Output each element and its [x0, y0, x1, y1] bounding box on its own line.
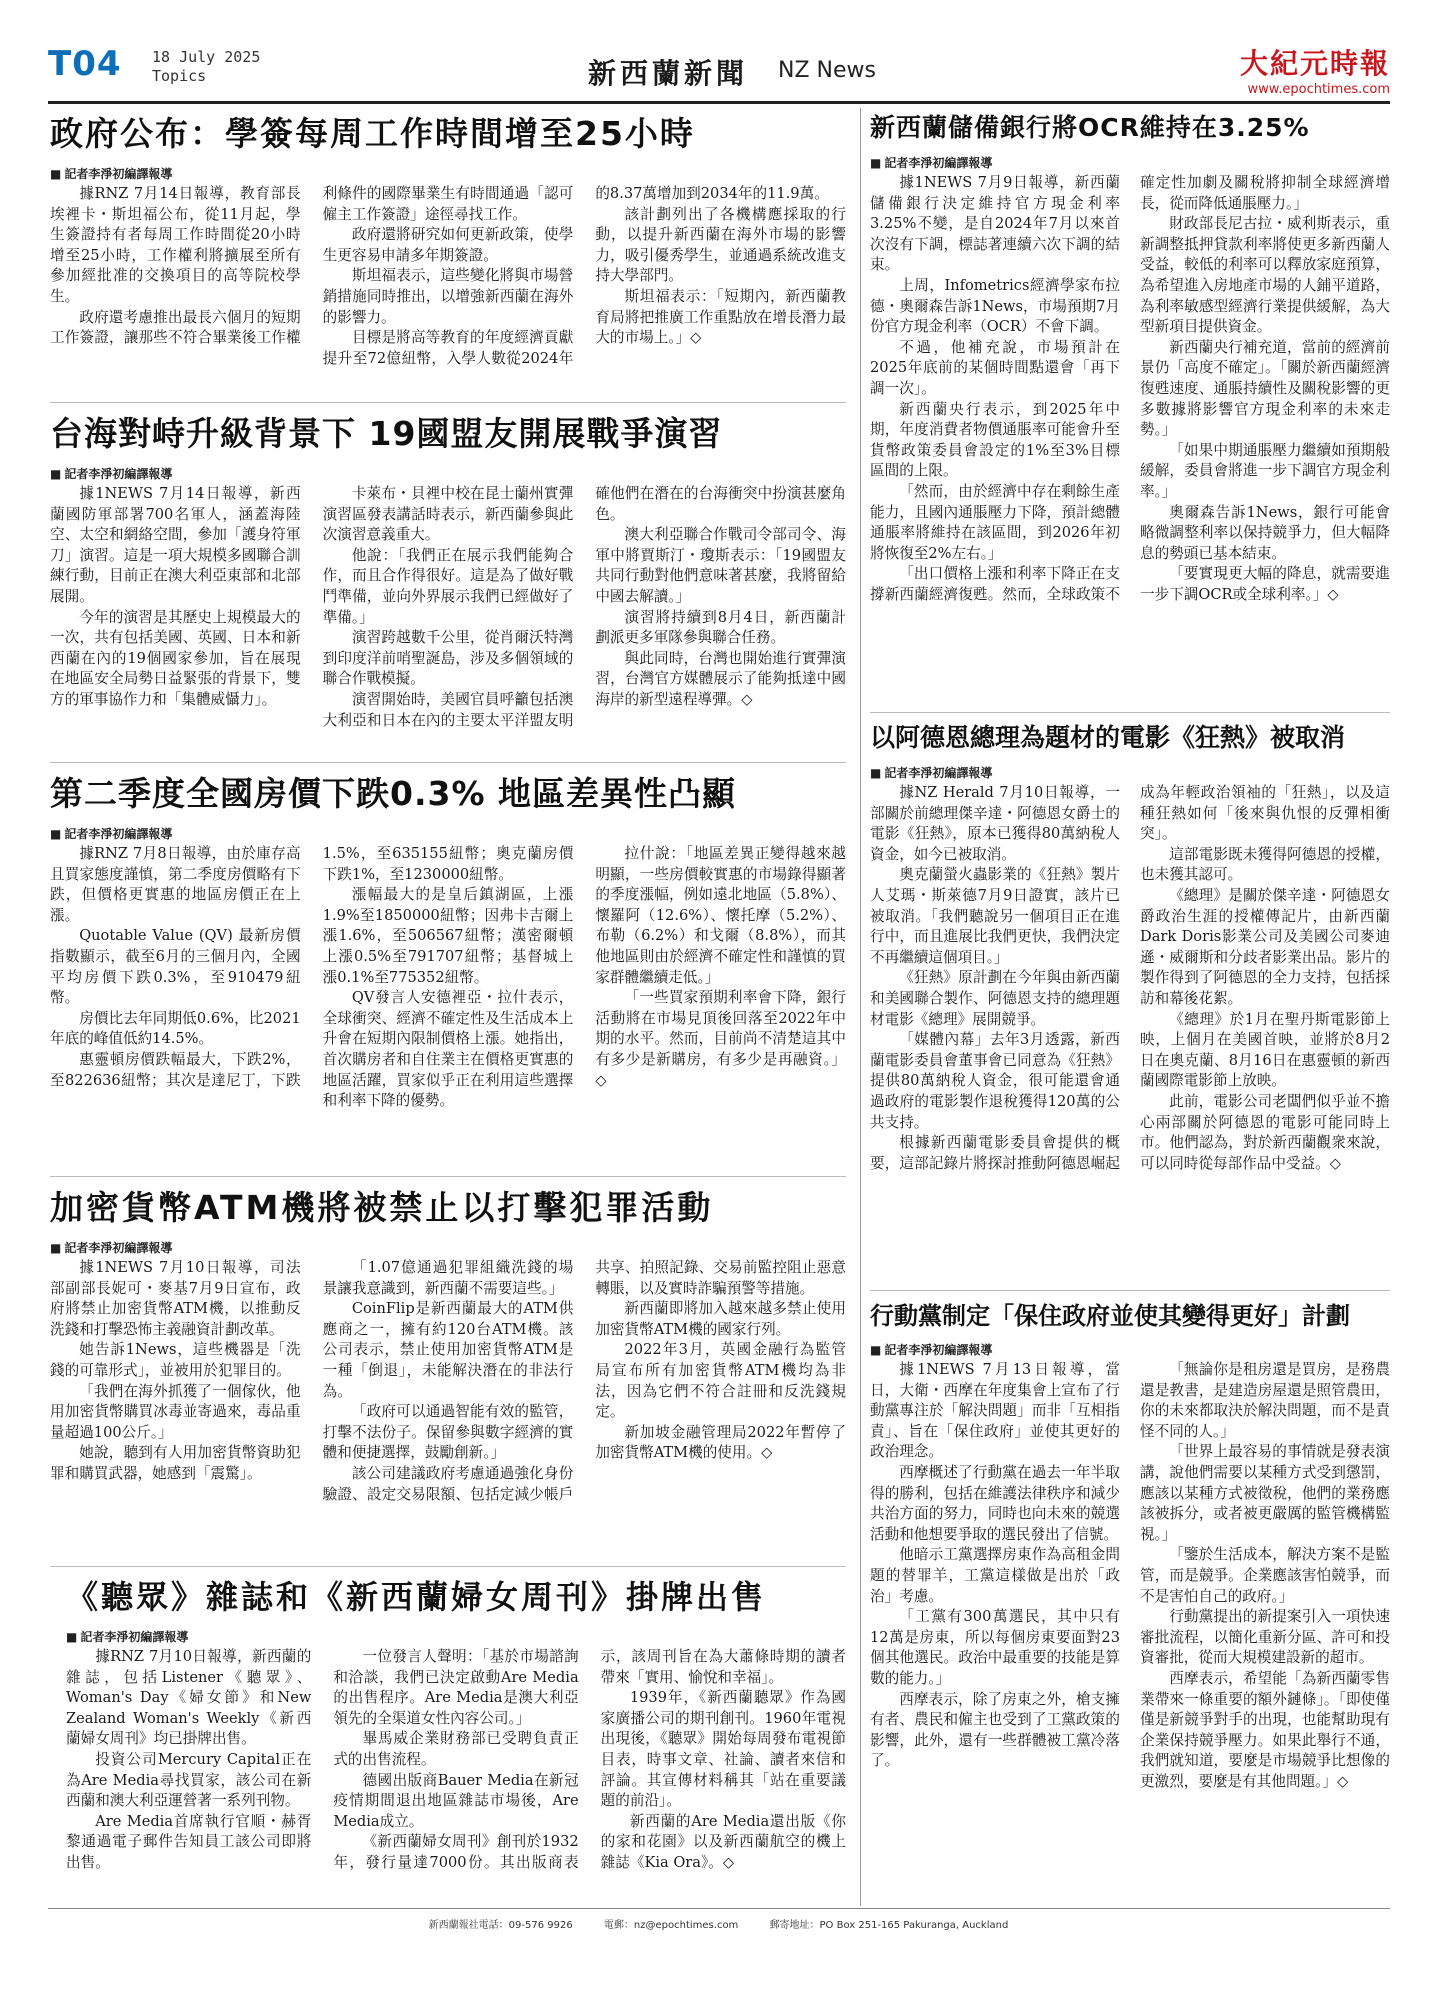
- article-byline: ■ 記者李淨初編譯報導: [870, 764, 1390, 781]
- article-headline: 行動黨制定「保住政府並使其變得更好」計劃: [870, 1302, 1350, 1330]
- article-body: [50, 184, 846, 394]
- page-header: [48, 40, 1390, 100]
- paragraph: Are Media首席執行官順・赫胥黎通過電子郵件告知員工該公司即將出售。: [66, 1812, 312, 1871]
- paragraph: 這部電影既未獲得阿德恩的授權，也未獲其認可。: [1140, 845, 1390, 884]
- paragraph: 據1NEWS 7月10日報導，司法部副部長妮可・麥基7月9日宣布，政府將禁止加密貨幣ATM機，以推動反洗錢和打擊恐怖主義融資計劃改革。: [50, 1259, 301, 1338]
- paragraph: 據RNZ 7月10日報導，新西蘭的雜誌，包括Listener《聽眾》、Woman's Day《婦女節》和New Zealand Woman's Weekly《新西蘭婦女周刊》均已掛牌出售。: [66, 1648, 312, 1748]
- paragraph: CoinFlip是新西蘭最大的ATM供應商之一，擁有約120台ATM機。該公司表示，禁止使用加密貨幣ATM是一種「倒退」，未能解決潛在的非法行為。: [322, 1300, 574, 1400]
- article-war-exercise: [50, 408, 846, 756]
- article-separator: [50, 762, 846, 763]
- paragraph: 演習將持續到8月4日，新西蘭計劃派更多軍隊參與聯合任務。: [595, 608, 846, 647]
- paragraph: 卡萊布・貝裡中校在昆士蘭州實彈演習區發表講話時表示，新西蘭參與此次演習意義重大。: [322, 485, 574, 544]
- paragraph: 西摩表示，希望能「為新西蘭零售業帶來一條重要的額外鏈條」。「即使僅僅是新競爭對手的出現，也能幫助現有企業保持競爭壓力。如果此舉行不通，我們就知道，要麼是市場競爭比想像的更激烈，要麼是有其他問題。」◇: [1140, 1669, 1390, 1790]
- article-headline: 以阿德恩總理為題材的電影《狂熱》被取消: [870, 723, 1346, 752]
- paragraph: 《總理》是關於傑辛達・阿德恩女爵政治生涯的授權傳記片，由新西蘭Dark Doris影業公司及美國公司麥迪遜・威爾斯和分歧者影業出品。影片的製作得到了阿德恩的全力支持，包括採訪和幕後花絮。: [1140, 886, 1390, 1007]
- article-headline: 新西蘭儲備銀行將OCR維持在3.25%: [870, 113, 1310, 142]
- paragraph: 據1NEWS 7月14日報導，新西蘭國防軍部署700名軍人，涵蓋海陸空、太空和網絡空間，參加「護身符軍刀」演習。這是一項大規模多國聯合訓練行動，目前正在澳大利亞東部和北部展開。: [50, 485, 301, 605]
- paragraph: 她說，聽到有人用加密貨幣資助犯罪和購買武器，她感到「震驚」。: [50, 1444, 301, 1482]
- paragraph: 演習開始時，美國官員呼籲包括澳大利亞和日本在內的主要太平洋盟友明確他們在潛在的台海衝突中扮演甚麼角色。: [322, 485, 846, 729]
- paragraph: 「1.07億通過犯罪組織洗錢的場景讓我意識到，新西蘭不需要這些。」: [322, 1259, 574, 1297]
- article-body: [870, 173, 1390, 708]
- paragraph: 拉什說：「地區差異正變得越來越明顯，一些房價較實惠的市場錄得顯著的季度漲幅，例如遠北地區（5.8%）、懷羅阿（12.6%）、懷托摩（5.2%）、布勒（6.2%）和戈爾（8.8%），而其他地區則由於經濟不確定性和謹慎的買家群體繼續走低。」: [595, 845, 846, 986]
- article-byline: ■ 記者李淨初編譯報導: [66, 1628, 846, 1645]
- paragraph: 「如果中期通脹壓力繼續如預期般緩解，委員會將進一步下調官方現金利率。」: [1140, 441, 1390, 500]
- article-body: [50, 844, 846, 1170]
- article-student-visa: [50, 108, 846, 398]
- article-body: [50, 1258, 846, 1560]
- paragraph: 政府還將研究如何更新政策，使學生更容易申請多年期簽證。: [322, 226, 574, 264]
- paragraph: 與此同時，台灣也開始進行實彈演習，台灣官方媒體展示了能夠抵達中國海岸的新型遠程導彈。◇: [595, 649, 846, 708]
- article-act-party: [870, 1296, 1390, 1902]
- article-separator: [50, 402, 846, 403]
- article-byline: ■ 記者李淨初編譯報導: [50, 465, 846, 482]
- paragraph: 不過，他補充說，市場預計在2025年底前的某個時間點還會「再下調一次」。: [870, 338, 1120, 397]
- article-headline: 加密貨幣ATM機將被禁止以打擊犯罪活動: [50, 1188, 714, 1227]
- article-separator: [50, 1176, 846, 1177]
- paragraph: 「無論你是租房還是買房，是務農還是教書，是建造房屋還是照管農田，你的未來都取決於解決問題，而不是責怪不同的人。」: [1140, 1361, 1390, 1440]
- paragraph: 1939年，《新西蘭聽眾》作為國家廣播公司的期刊創刊。1960年電視出現後，《聽眾》開始每周發布電視節目表，時事文章、社論、讀者來信和評論。其宣傳材料稱其「站在重要議題的前沿」。: [600, 1689, 846, 1810]
- brand-url[interactable]: www.epochtimes.com: [1247, 82, 1390, 97]
- paragraph: 新加坡金融管理局2022年暫停了加密貨幣ATM機的使用。◇: [595, 1423, 846, 1462]
- paragraph: 上周，Infometrics經濟學家布拉德・奧爾森告訴1News，市場預期7月份官方現金利率（OCR）不會下調。: [870, 276, 1120, 336]
- section-meta: [152, 48, 260, 86]
- paragraph: 「要實現更大幅的降息，就需要進一步下調OCR或全球利率。」◇: [1140, 565, 1390, 603]
- paragraph: 此前，電影公司老闆們似乎並不擔心兩部關於阿德恩的電影可能同時上市。他們認為，對於新西蘭觀衆來說，可以同時從每部作品中受益。◇: [1140, 1092, 1390, 1172]
- article-headline: 《聽眾》雜誌和《新西蘭婦女周刊》掛牌出售: [66, 1578, 767, 1616]
- article-separator: [870, 712, 1390, 713]
- issue-date: 18 July 2025: [152, 48, 261, 66]
- article-body: [870, 1360, 1390, 1902]
- paragraph: 《總理》於1月在聖丹斯電影節上映，上個月在美國首映，並將於8月2日在奧克蘭、8月16日在惠靈頓的新西蘭國際電影節上放映。: [1140, 1010, 1390, 1090]
- paragraph: 「出口價格上漲和利率下降正在支撐新西蘭經濟復甦。然而，全球政策不確定性加劇及關稅將抑制全球經濟增長，從而降低通脹壓力。」: [870, 174, 1390, 603]
- paragraph: 行動黨提出的新提案引入一項快速審批流程，以簡化重新分區、許可和投資審批，從而大規模建設新的超市。: [1140, 1608, 1390, 1667]
- brand-name: 大紀元時報: [1239, 47, 1390, 80]
- footer-email[interactable]: 電郵：nz@epochtimes.com: [603, 1920, 739, 1931]
- paragraph: 「媒體內幕」去年3月透露，新西蘭電影委員會董事會已同意為《狂熱》提供80萬納稅人資金，很可能還會通過政府的電影製作退稅獲得120萬的公共支持。: [870, 1031, 1120, 1131]
- article-body: [50, 484, 846, 756]
- article-magazines: [66, 1572, 846, 1902]
- article-byline: ■ 記者李淨初編譯報導: [50, 825, 846, 842]
- footer-address: 郵寄地址：PO Box 251-165 Pakuranga, Auckland: [769, 1920, 1009, 1931]
- paragraph: 新西蘭央行補充道，當前的經濟前景仍「高度不確定」。「關於新西蘭經濟復甦速度、通脹持續性及關稅影響的更多數據將影響官方現金利率的未來走勢。」: [1140, 338, 1390, 439]
- paragraph: 斯坦福表示：「短期內，新西蘭教育局將把推廣工作重點放在增長潛力最大的市場上。」◇: [595, 287, 846, 347]
- article-body: [66, 1647, 846, 1902]
- paragraph: 惠靈頓房價跌幅最大，下跌2%，至822636紐幣；其次是達尼丁，下跌1.5%，至635155紐幣；奧克蘭房價下跌1%，至1230000紐幣。: [50, 845, 574, 1089]
- paragraph: 據RNZ 7月14日報導，教育部長埃裡卡・斯坦福公布，從11月起，學生簽證持有者每周工作時間從20小時增至25小時，工作權利將擴展至所有參加經批准的交換項目的高等院校學生。: [50, 185, 301, 305]
- paragraph: 據1NEWS 7月9日報導，新西蘭儲備銀行決定維持官方現金利率3.25%不變，是自2024年7月以來首次沒有下調，標誌著連續六次下調的結束。: [870, 174, 1120, 274]
- paragraph: 她告訴1News，這些機器是「洗錢的可靠形式」，並被用於犯罪目的。: [50, 1341, 301, 1379]
- paragraph: 據RNZ 7月8日報導，由於庫存高且買家態度謹慎，第二季度房價略有下跌，但價格更實惠的地區房價正在上漲。: [50, 845, 301, 924]
- paragraph: 財政部長尼古拉・威利斯表示，重新調整抵押貸款利率將使更多新西蘭人受益，較低的利率可以釋放家庭預算，為希望進入房地產市場的人鋪平道路，為利率敏感型經濟行業提供緩解，為大型新項目提供資金。: [1140, 215, 1390, 336]
- article-headline: 第二季度全國房價下跌0.3% 地區差異性凸顯: [50, 774, 737, 813]
- paragraph: 「鑒於生活成本，解決方案不是監管，而是競爭。企業應該害怕競爭，而不是害怕自己的政府。」: [1140, 1546, 1390, 1605]
- article-house-prices: [50, 768, 846, 1170]
- paragraph: 奧爾森告訴1News，銀行可能會略微調整利率以保持競爭力，但大幅降息的勢頭已基本結束。: [1140, 503, 1390, 562]
- paragraph: 畢馬威企業財務部已受聘負責正式的出售流程。: [333, 1730, 579, 1768]
- paragraph: 根據新西蘭電影委員會提供的概要，這部記錄片將探討推動阿德恩崛起成為年輕政治領袖的「狂熱」，以及這種狂熱如何「後來與仇恨的反彈相衝突」。: [870, 784, 1390, 1172]
- paragraph: 該計劃列出了各機構應採取的行動，以提升新西蘭在海外市場的影響力，吸引優秀學生，並通過系統改進支持大學部門。: [595, 205, 846, 285]
- paragraph: 德國出版商Bauer Media在新冠疫情期間退出地區雜誌市場後，Are Media成立。: [333, 1771, 579, 1830]
- paragraph: 2022年3月，英國金融行為監管局宣布所有加密貨幣ATM機均為非法，因為它們不符合註冊和反洗錢規定。: [595, 1341, 846, 1421]
- paragraph: 「我們在海外抓獲了一個傢伙，他用加密貨幣購買冰毒並寄過來，毒品重量超過100公斤。」: [50, 1382, 301, 1441]
- section-en: Topics: [152, 67, 207, 85]
- article-byline: ■ 記者李淨初編譯報導: [870, 1341, 1390, 1358]
- article-headline: 台海對峙升級背景下 19國盟友開展戰爭演習: [50, 414, 723, 453]
- paragraph: 「政府可以通過智能有效的監管，打擊不法份子。保留參與數字經濟的實體和便捷選擇，鼓勵創新。」: [322, 1403, 574, 1462]
- paragraph: 《狂熱》原計劃在今年與由新西蘭和美國聯合製作、阿德恩支持的總理題材電影《總理》展開競爭。: [870, 969, 1120, 1028]
- paragraph: 新西蘭的Are Media還出版《你的家和花園》以及新西蘭航空的機上雜誌《Kia Ora》。◇: [600, 1812, 846, 1871]
- paragraph: 奧克蘭螢火蟲影業的《狂熱》製片人艾瑪・斯萊德7月9日證實，該片已被取消。「我們聽說另一個項目正在進行中，而且進展比我們更快，我們決定不再繼續這個項目。」: [870, 866, 1120, 966]
- paragraph: 他說：「我們正在展示我們能夠合作，而且合作得很好。這是為了做好戰鬥準備，並向外界展示我們已經做好了準備。」: [322, 546, 574, 626]
- brand-logo[interactable]: [1240, 42, 1390, 97]
- paragraph: 政府還考慮推出最長六個月的短期工作簽證，讓那些不符合畢業後工作權利條件的國際畢業生有時間通過「認可僱主工作簽證」途徑尋找工作。: [50, 185, 574, 347]
- article-separator: [870, 1290, 1390, 1291]
- footer-phone: 新西蘭報社電話：09-576 9926: [428, 1920, 573, 1931]
- paragraph: 西摩表示，除了房東之外，槍支擁有者、農民和僱主也受到了工黨政策的影響，此外，還有一些群體被工黨冷落了。: [870, 1690, 1120, 1770]
- paragraph: 「工黨有300萬選民，其中只有12萬是房東，所以每個房東要面對23個其他選民。政治中最重要的技能是算數的能力。」: [870, 1608, 1120, 1687]
- paragraph: Quotable Value (QV) 最新房價指數顯示，截至6月的三個月內，全國平均房價下跌0.3%，至910479紐幣。: [50, 927, 301, 1007]
- paragraph: 《新西蘭婦女周刊》創刊於1932年，發行量達7000份。其出版商表示，該周刊旨在為大蕭條時期的讀者帶來「實用、愉悅和幸福」。: [333, 1648, 846, 1871]
- paragraph: 投資公司Mercury Capital正在為Are Media尋找買家，該公司在新西蘭和澳大利亞運營著一系列刊物。: [66, 1750, 312, 1810]
- paragraph: QV發言人安德裡亞・拉什表示，全球衝突、經濟不確定性及生活成本上升會在短期內限制價格上漲。她指出，首次購房者和自住業主在價格更實惠的地區活躍，買家似乎正在利用這些選擇和利率下降的優勢。: [322, 989, 574, 1110]
- header-rule: [48, 101, 1390, 104]
- article-ocr: [870, 108, 1390, 708]
- article-body: [870, 783, 1390, 1284]
- article-byline: ■ 記者李淨初編譯報導: [50, 165, 846, 182]
- paragraph: 斯坦福表示，這些變化將與市場營銷措施同時推出，以增強新西蘭在海外的影響力。: [322, 267, 574, 326]
- paragraph: 目標是將高等教育的年度經濟貢獻提升至72億紐幣，入學人數從2024年的8.37萬增加到2034年的11.9萬。: [322, 185, 829, 367]
- paragraph: 據NZ Herald 7月10日報導，一部關於前總理傑辛達・阿德恩女爵士的電影《狂熱》，原本已獲得80萬納稅人資金，如今已被取消。: [870, 784, 1120, 863]
- paragraph: 新西蘭即將加入越來越多禁止使用加密貨幣ATM機的國家行列。: [595, 1300, 846, 1338]
- section-code: T04: [48, 44, 122, 84]
- paragraph: 他暗示工黨選擇房東作為高租金問題的替罪羊，工黨這樣做是出於「政治」考慮。: [870, 1546, 1120, 1605]
- article-byline: ■ 記者李淨初編譯報導: [50, 1239, 846, 1256]
- article-byline: ■ 記者李淨初編譯報導: [870, 154, 1390, 171]
- paragraph: 新西蘭央行表示，到2025年中期，年度消費者物價通脹率可能會升至貨幣政策委員會設定的1%至3%目標區間的上限。: [870, 400, 1120, 480]
- article-headline: 政府公布：學簽每周工作時間增至25小時: [50, 114, 695, 153]
- section-title-en: NZ News: [778, 58, 876, 83]
- paragraph: 漲幅最大的是皇后鎮湖區，上漲1.9%至1850000紐幣；因弗卡吉爾上漲1.6%，至506567紐幣；漢密爾頓上漲0.5%至791707紐幣；基督城上漲0.1%至775352紐幣。: [322, 886, 574, 986]
- page-footer: [0, 1916, 1437, 1931]
- section-title: 新西蘭新聞: [588, 57, 749, 90]
- article-crypto-atm: [50, 1182, 846, 1560]
- paragraph: 「然而，由於經濟中存在剩餘生產能力，且國內通脹壓力下降，預計總體通脹率將維持在該區間，到2026年初將恢復至2%左右。」: [870, 482, 1120, 562]
- paragraph: 一位發言人聲明：「基於市場諮詢和洽談，我們已決定啟動Are Media的出售程序。Are Media是澳大利亞領先的全渠道女性內容公司。」: [333, 1648, 579, 1727]
- column-divider: [860, 108, 861, 1906]
- footer-rule: [48, 1908, 1390, 1909]
- paragraph: 「一些買家預期利率會下降，銀行活動將在市場見頂後回落至2022年中期的水平。然而，目前尚不清楚這其中有多少是新購房，有多少是再融資。」◇: [595, 989, 846, 1089]
- article-separator: [50, 1566, 846, 1567]
- paragraph: 西摩概述了行動黨在過去一年半取得的勝利，包括在維護法律秩序和減少共治方面的努力，同時也向未來的競選活動和他想要爭取的選民發出了信號。: [870, 1463, 1120, 1543]
- article-ardern-film: [870, 718, 1390, 1284]
- paragraph: 澳大利亞聯合作戰司令部司令、海軍中將賈斯汀・瓊斯表示：「19國盟友共同行動對他們意味著甚麼，我將留給中國去解讀。」: [595, 526, 846, 605]
- paragraph: 該公司建議政府考慮通過強化身份驗證、設定交易限額、包括定減少帳戶共享、拍照記錄、交易前監控阻止惡意轉賬，以及實時詐騙預警等措施。: [322, 1259, 846, 1503]
- paragraph: 今年的演習是其歷史上規模最大的一次，共有包括美國、英國、日本和新西蘭在內的19個國家參加，旨在展現在地區安全局勢日益緊張的背景下，雙方的軍事協作力和「集體威懾力」。: [50, 608, 301, 708]
- paragraph: 演習跨越數千公里，從肖爾沃特灣到印度洋前哨聖誕島，涉及多個領域的聯合作戰模擬。: [322, 629, 574, 688]
- paragraph: 房價比去年同期低0.6%，比2021年底的峰值低約14.5%。: [50, 1009, 301, 1048]
- paragraph: 「世界上最容易的事情就是發表演講，說他們需要以某種方式受到懲罰，應該以某種方式被徵稅，他們的業務應該被拆分，或者被更嚴厲的監管機構監視。」: [1140, 1443, 1390, 1543]
- paragraph: 據1NEWS 7月13日報導，當日，大衛・西摩在年度集會上宣布了行動黨專注於「解決問題」而非「互相指責」、旨在「保住政府」並使其更好的政治理念。: [870, 1361, 1120, 1461]
